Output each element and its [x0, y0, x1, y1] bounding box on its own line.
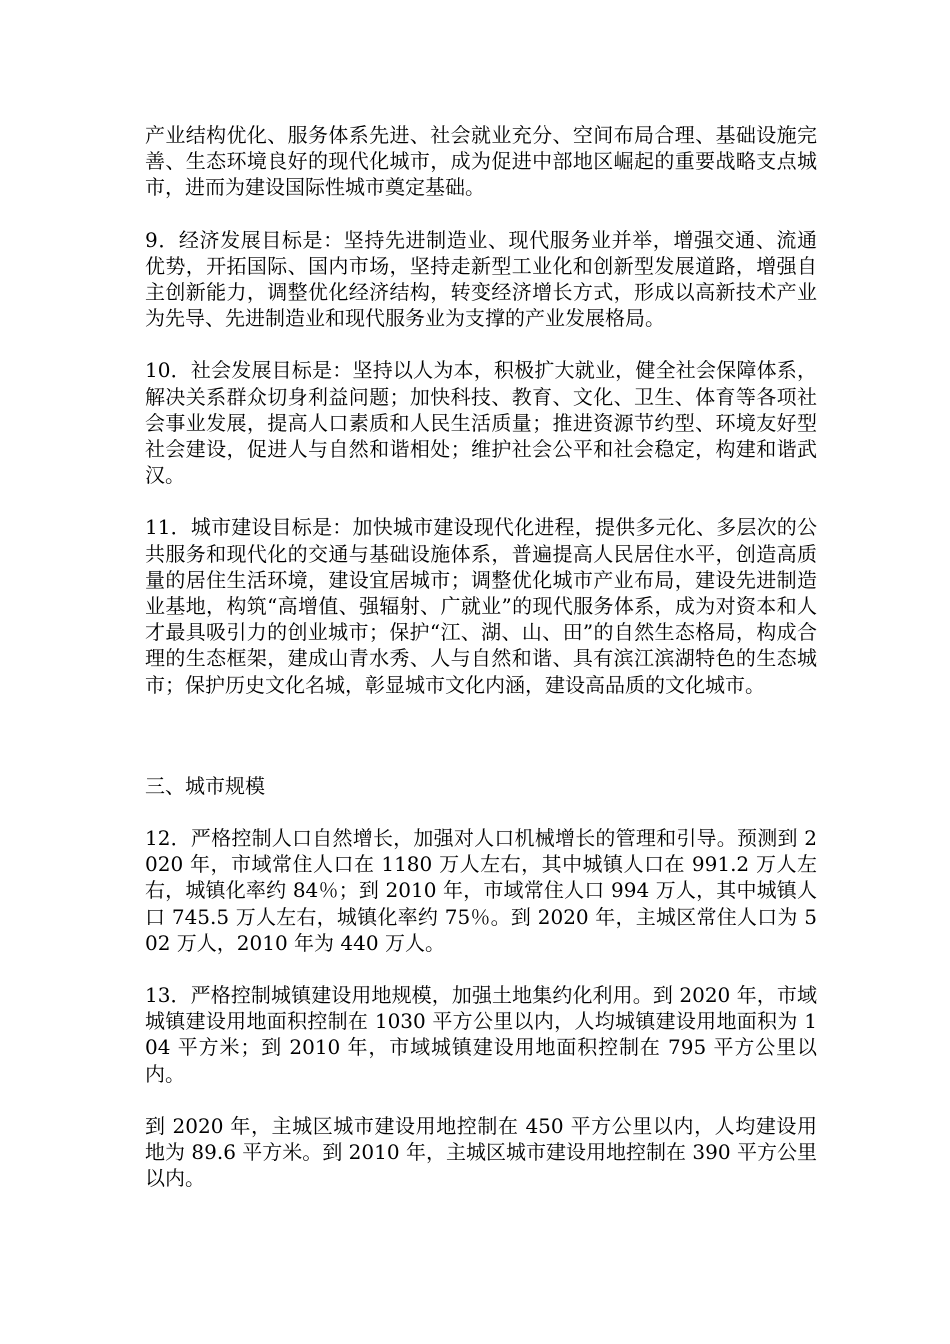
- paragraph-spacer: [145, 331, 817, 357]
- paragraph-10-social-goals: 10．社会发展目标是：坚持以人为本，积极扩大就业，健全社会保障体系，解决关系群众切身利益问题；加快科技、教育、文化、卫生、体育等各项社会事业发展，提高人口素质和人民生活质量；推进资源节约型、环境友好型社会建设，促进人与自然和谐相处；维护社会公平和社会稳定，构建和谐武汉。: [145, 358, 817, 488]
- paragraph-main-city-land: 到 2020 年，主城区城市建设用地控制在 450 平方公里以内，人均建设用地为 89.6 平方米。到 2010 年，主城区城市建设用地控制在 390 平方公里以内。: [145, 1113, 817, 1191]
- paragraph-9-economic-goals: 9．经济发展目标是：坚持先进制造业、现代服务业并举，增强交通、流通优势，开拓国际、国内市场，坚持走新型工业化和创新型发展道路，增强自主创新能力，调整优化经济结构，转变经济增长方式，形成以高新技术产业为先导、先进制造业和现代服务业为支撑的产业发展格局。: [145, 227, 817, 331]
- paragraph-spacer: [145, 1087, 817, 1113]
- paragraph-intro: 产业结构优化、服务体系先进、社会就业充分、空间布局合理、基础设施完善、生态环境良好的现代化城市，成为促进中部地区崛起的重要战略支点城市，进而为建设国际性城市奠定基础。: [145, 123, 817, 200]
- section-spacer: [145, 698, 817, 773]
- paragraph-11-urban-construction-goals: 11．城市建设目标是：加快城市建设现代化进程，提供多元化、多层次的公共服务和现代化的交通与基础设施体系，普遍提高人民居住水平，创造高质量的居住生活环境，建设宜居城市；调整优化城市产业布局，建设先进制造业基地，构筑“高增值、强辐射、广就业”的现代服务体系，成为对资本和人才最具吸引力的创业城市；保护“江、湖、山、田”的自然生态格局，构成合理的生态框架，建成山青水秀、人与自然和谐、具有滨江滨湖特色的生态城市；保护历史文化名城，彰显城市文化内涵，建设高品质的文化城市。: [145, 515, 817, 697]
- paragraph-spacer: [145, 956, 817, 982]
- document-body: [145, 122, 817, 1192]
- paragraph-spacer: [145, 488, 817, 514]
- paragraph-13-land-use: 13．严格控制城镇建设用地规模，加强土地集约化利用。到 2020 年，市域城镇建设用地面积控制在 1030 平方公里以内，人均城镇建设用地面积为 104 平方米；到 2010 年，市域城镇建设用地面积控制在 795 平方公里以内。: [145, 983, 817, 1086]
- paragraph-spacer: [145, 799, 817, 825]
- paragraph-spacer: [145, 201, 817, 227]
- paragraph-12-population: 12．严格控制人口自然增长，加强对人口机械增长的管理和引导。预测到 2020 年，市域常住人口在 1180 万人左右，其中城镇人口在 991.2 万人左右，城镇化率约 84％；到 2010 年，市域常住人口 994 万人，其中城镇人口 745.5 万人左右，城镇化率约 75％。到 2020 年，主城区常住人口为 502 万人，2010 年为 440 万人。: [145, 826, 817, 955]
- section-heading-city-scale: 三、城市规模: [145, 773, 265, 798]
